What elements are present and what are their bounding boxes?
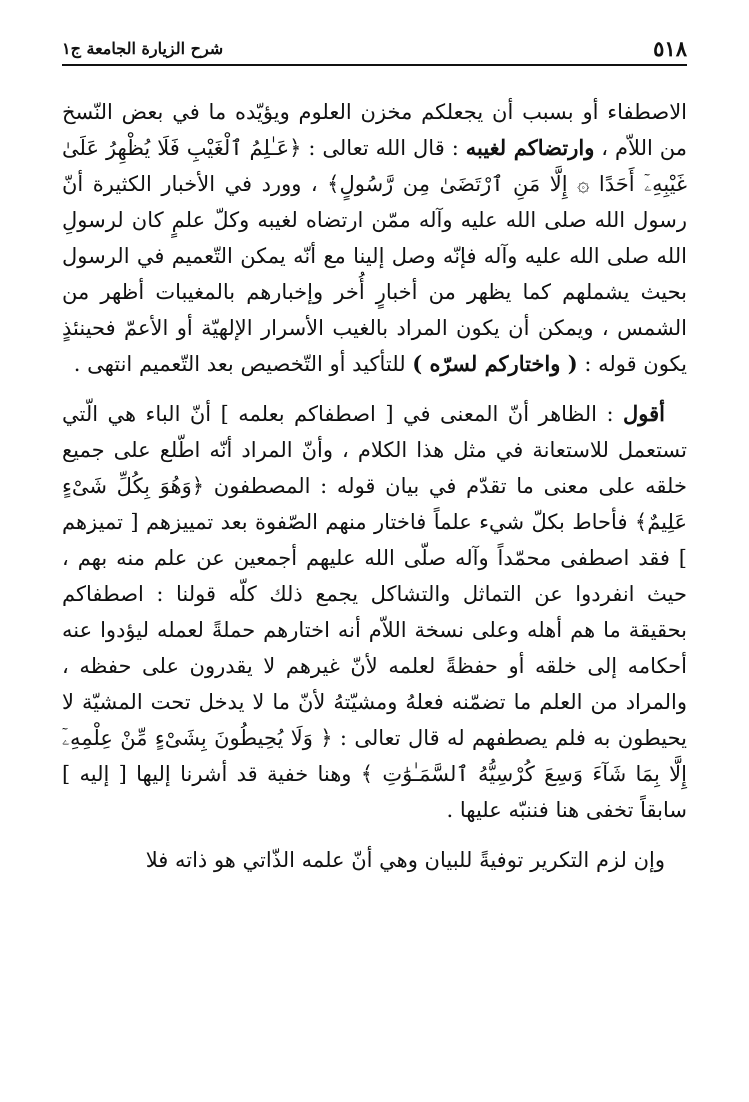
paragraph-2: [62, 396, 687, 828]
page-number: ٥١٨: [653, 36, 687, 61]
paragraph-1-text-2: : قال الله تعالى :: [301, 136, 466, 160]
paragraph-3-text-1: وإن لزم التكرير توفيةً للبيان وهي أنّ علمه الذّاتي هو ذاته فلا: [145, 848, 665, 872]
page-header: [62, 30, 687, 66]
paragraph-2-keyword-1: أقول: [623, 401, 665, 426]
body-text: [62, 94, 687, 878]
paragraph-1-text-4: للتأكيد أو التّخصيص بعد التّعميم انتهى .: [73, 352, 413, 376]
paragraph-1-keyword-2: ( واختاركم لسرّه ): [412, 351, 578, 376]
paragraph-2-text-3: وهنا خفية قد أشرنا إليها [ إليه ] سابقاً تخفى هنا فننبّه عليها .: [62, 762, 687, 822]
paragraph-1-keyword-1: وارتضاكم لغيبه: [465, 135, 595, 160]
paragraph-3: [62, 842, 687, 878]
paragraph-1-text-3: ، وورد في الأخبار الكثيرة أنّ رسول الله صلى الله عليه وآله ممّن ارتضاه لغيبه وكلّ علمٍ كان لرسولِ الله صلى الله عليه وآله فإنّه وصل إلينا مع أنّه يمكن التّعميم في الرسول بحيث يشملهم كما يظهر من أخبارٍ أُخر وإخبارهم بالمغيبات أظهر من الشمس ، ويمكن أن يكون المراد بالغيب الأسرار الإلهيّة أو الأعمّ فحينئذٍ يكون قوله :: [62, 172, 687, 376]
book-title: شرح الزيارة الجامعة ج١: [62, 39, 224, 58]
quran-verse-3: ﴿ وَلَا يُحِيطُونَ بِشَىْءٍ مِّنْ عِلْمِهِۦٓ إِلَّا بِمَا شَآءَ وَسِعَ كُرْسِيُّهُ ٱلسَّمَـٰوَٰتِ ﴾: [62, 726, 687, 786]
paragraph-2-text-1: : الظاهر أنّ المعنى في [ اصطفاكم بعلمه ] أنّ الباء هي الّتي تستعمل للاستعانة في مثل هذا الكلام ، وأنّ المراد أنّه اطّلع على جميع خلقه على معنى ما تقدّم في بيان قوله : المصطفون: [62, 402, 687, 498]
paragraph-1: [62, 94, 687, 382]
quran-verse-1: ﴿عَـٰلِمُ ٱلْغَيْبِ فَلَا يُظْهِرُ عَلَىٰ غَيْبِهِۦٓ أَحَدًا ۞ إِلَّا مَنِ ٱرْتَضَىٰ مِن رَّسُولٍ﴾: [62, 136, 687, 196]
paragraph-2-text-2: فأحاط بكلّ شيء علماً فاختار منهم الصّفوة بعد تمييزهم [ تميزهم ] فقد اصطفى محمّداً وآله صلّى الله عليهم أجمعين عن علم منه بهم ، حيث انفردوا عن التماثل والتشاكل يجمع ذلك كلّه قولنا : اصطفاكم بحقيقة ما هم أهله وعلى نسخة اللاّم أنه اختارهم حملةً لعمله ليؤدوا عنه أحكامه إلى خلقه أو حفظةً لعلمه لأنّ غيرهم لا يقدرون على حفظه ، والمراد من العلم ما تضمّنه فعلهُ ومشيّتهُ لأنّ ما لا يدخل تحت المشيّة لا يحيطون به فلم يصطفهم له قال تعالى :: [62, 510, 687, 750]
paragraph-1-text-1: الاصطفاء أو بسبب أن يجعلكم مخزن العلوم ويؤيّده ما في بعض النّسخ من اللاّم ،: [62, 100, 687, 160]
quran-verse-2: ﴿وَهُوَ بِكُلِّ شَىْءٍ عَلِيمٌ﴾: [62, 474, 687, 534]
